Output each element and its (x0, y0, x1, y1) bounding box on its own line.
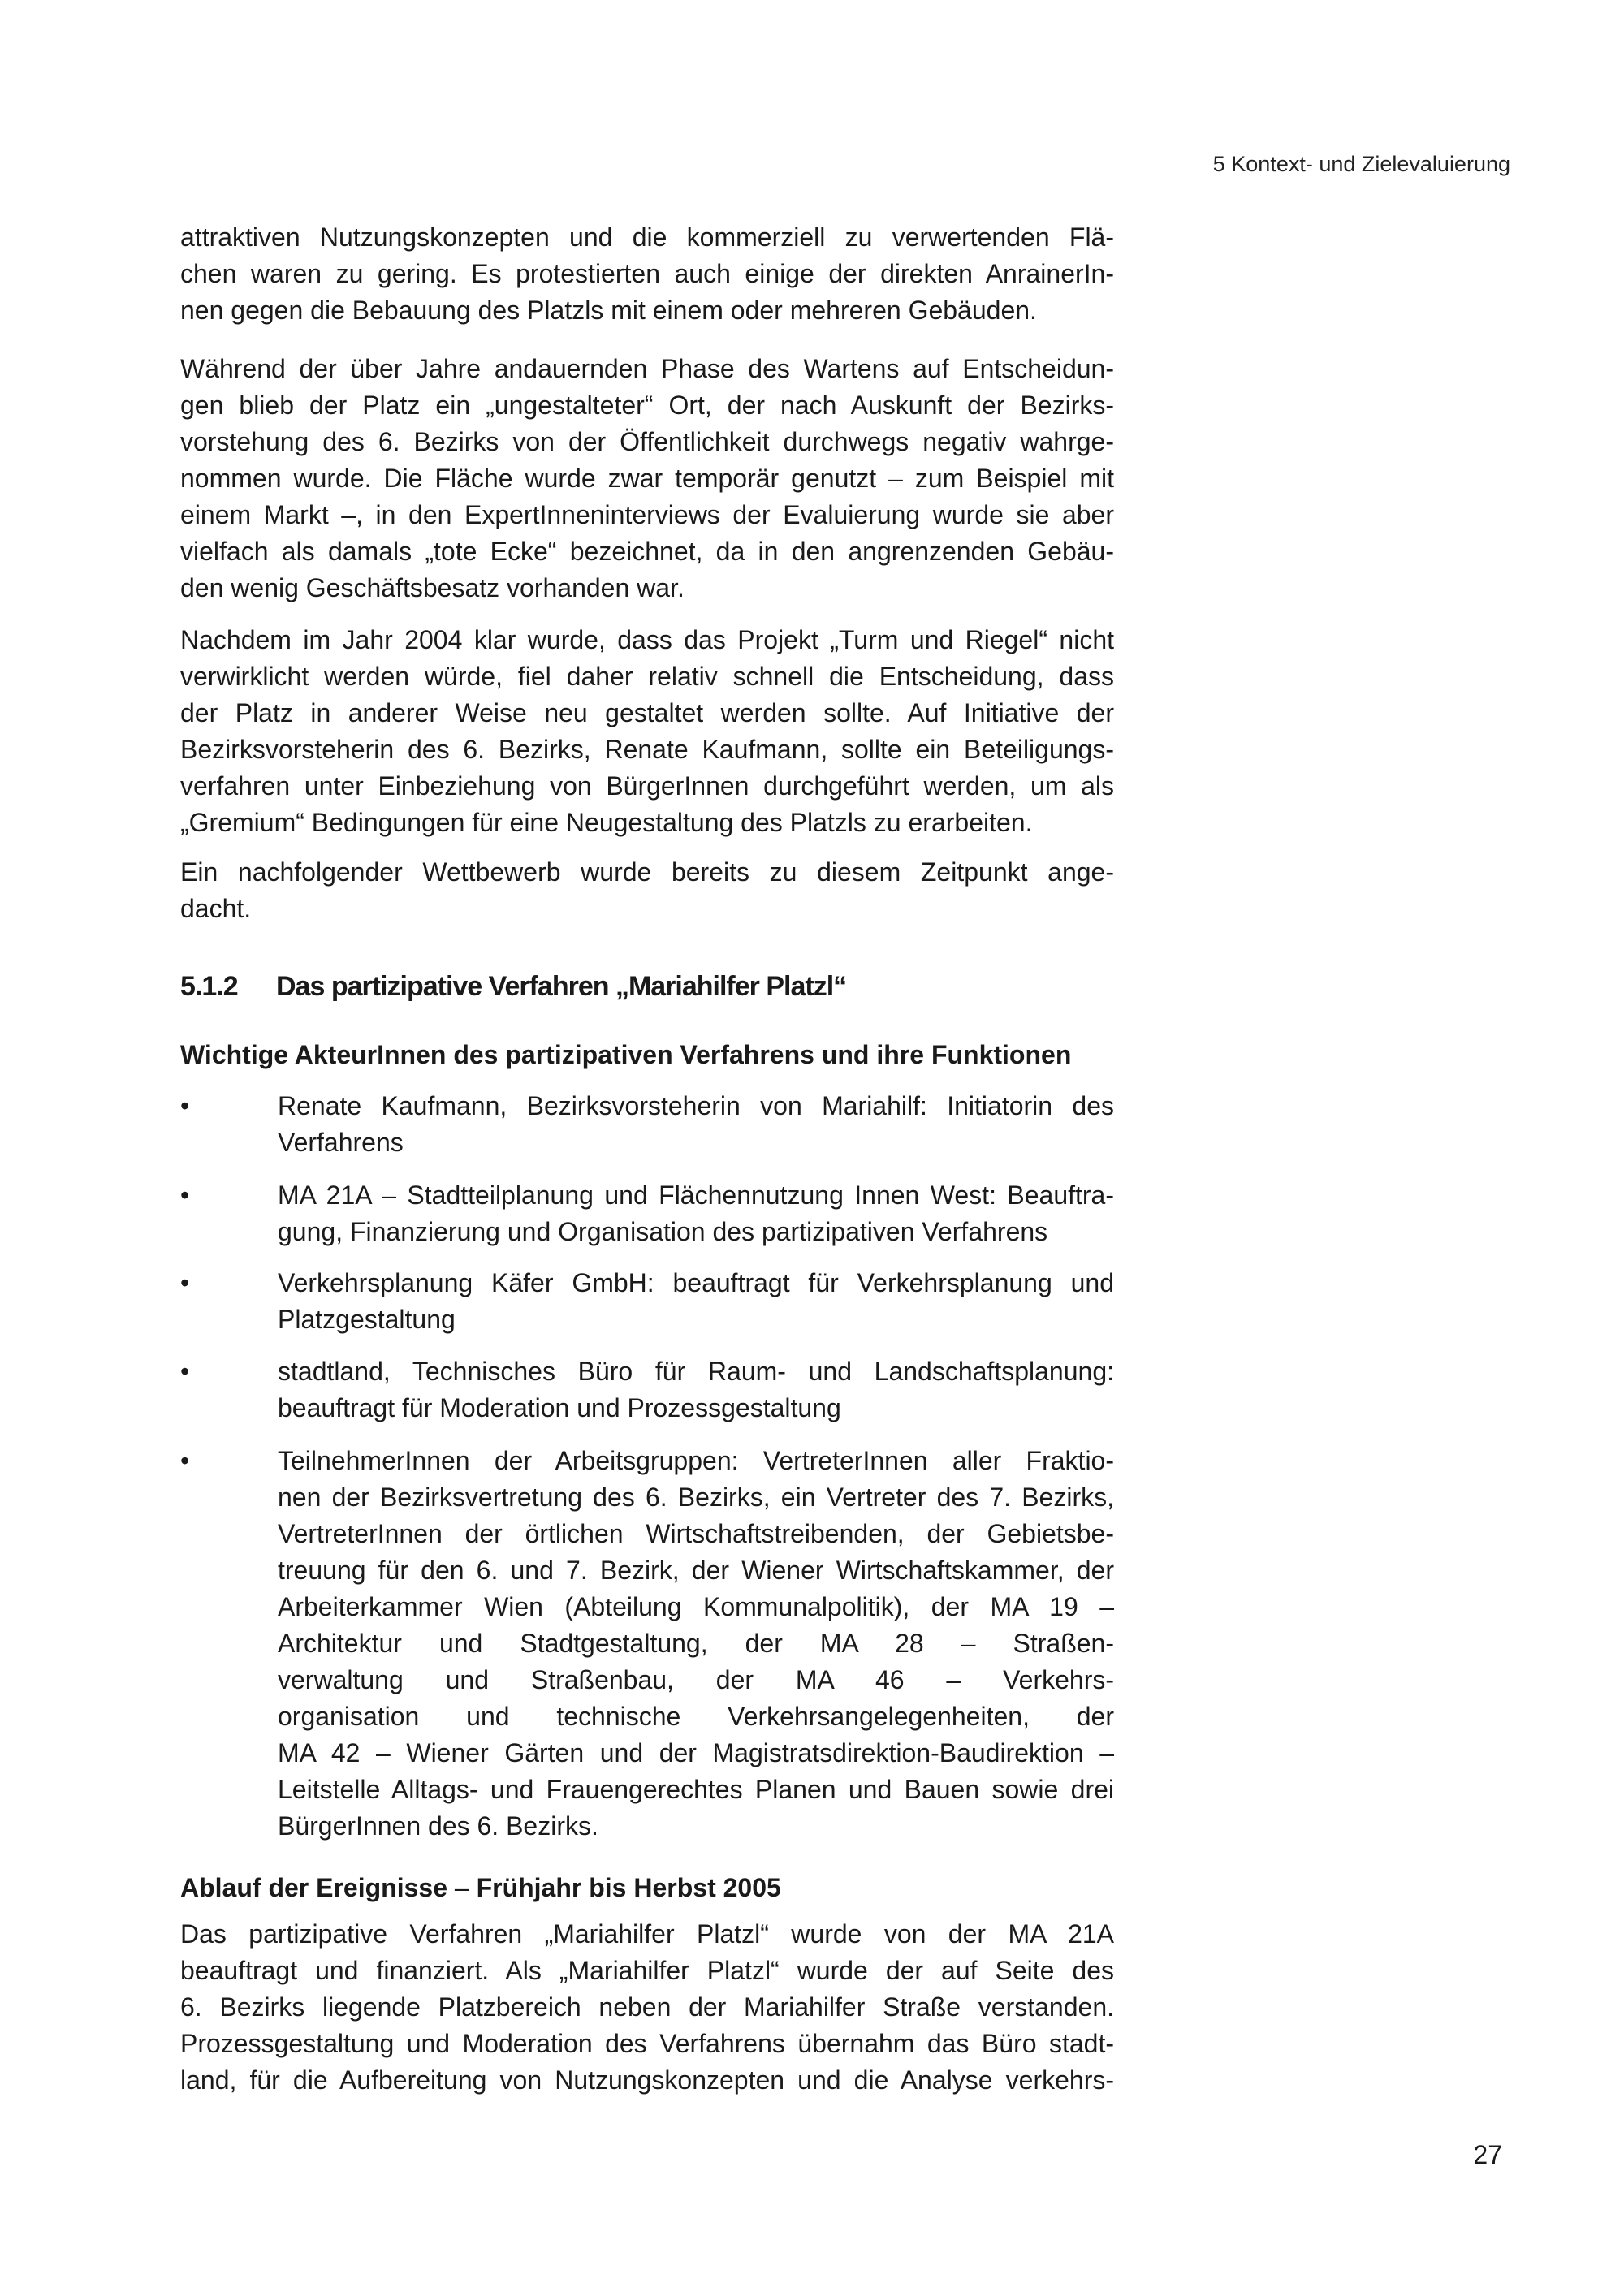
text-line: chen waren zu gering. Es protestierten auch einige der direkten AnrainerIn- (180, 259, 1114, 288)
section-heading (180, 966, 1114, 1007)
text-line: vielfach als damals „tote Ecke“ bezeichnet, da in den angrenzenden Gebäu- (180, 537, 1114, 566)
page-number: 27 (1473, 2140, 1502, 2169)
text-line: Prozessgestaltung und Moderation des Verfahrens übernahm das Büro stadt- (180, 2029, 1114, 2058)
text-line: attraktiven Nutzungskonzepten und die kommerziell zu verwertenden Flä- (180, 222, 1114, 252)
text-line: MA 21A – Stadtteilplanung und Flächennutzung Innen West: Beauftra- (278, 1180, 1114, 1210)
section-number: 5.1.2 (180, 971, 238, 1002)
text-line: Leitstelle Alltags- und Frauengerechtes Planen und Bauen sowie drei (278, 1775, 1114, 1804)
bullet-marker: • (180, 1357, 190, 1386)
text-line: Ein nachfolgender Wettbewerb wurde bereits zu diesem Zeitpunkt ange- (180, 857, 1114, 887)
timeline-subheading-sep: – (447, 1873, 477, 1902)
text-line: Bezirksvorsteherin des 6. Bezirks, Renate Kaufmann, sollte ein Beteiligungs- (180, 735, 1114, 764)
text-line: nen gegen die Bebauung des Platzls mit einem oder mehreren Gebäuden. (180, 296, 1037, 325)
text-line: dacht. (180, 894, 252, 923)
text-line: den wenig Geschäftsbesatz vorhanden war. (180, 573, 685, 602)
text-line: gen blieb der Platz ein „ungestalteter“ Ort, der nach Auskunft der Bezirks- (180, 391, 1114, 420)
text-line: verwirklicht werden würde, fiel daher relativ schnell die Entscheidung, dass (180, 662, 1114, 691)
timeline-subheading (180, 1870, 1114, 1906)
text-line: organisation und technische Verkehrsangelegenheiten, der (278, 1702, 1114, 1731)
bullet-marker: • (180, 1446, 190, 1475)
actors-subheading: Wichtige AkteurInnen des partizipativen Verfahrens und ihre Funktionen (180, 1040, 1072, 1069)
text-line: verwaltung und Straßenbau, der MA 46 – Verkehrs- (278, 1665, 1114, 1694)
text-line: Verfahrens (278, 1128, 404, 1157)
text-line: BürgerInnen des 6. Bezirks. (278, 1811, 598, 1841)
text-line: treuung für den 6. und 7. Bezirk, der Wiener Wirtschaftskammer, der (278, 1556, 1114, 1585)
text-line: gung, Finanzierung und Organisation des partizipativen Verfahrens (278, 1217, 1048, 1246)
text-line: land, für die Aufbereitung von Nutzungskonzepten und die Analyse verkehrs- (180, 2065, 1114, 2095)
text-line: verfahren unter Einbeziehung von BürgerInnen durchgeführt werden, um als (180, 771, 1114, 801)
text-line: VertreterInnen der örtlichen Wirtschaftstreibenden, der Gebietsbe- (278, 1519, 1114, 1548)
text-line: Architektur und Stadtgestaltung, der MA 28 – Straßen- (278, 1629, 1114, 1658)
text-line: beauftragt für Moderation und Prozessgestaltung (278, 1393, 841, 1422)
timeline-subheading-a: Ablauf der Ereignisse (180, 1873, 447, 1902)
text-line: Verkehrsplanung Käfer GmbH: beauftragt für Verkehrsplanung und (278, 1268, 1114, 1297)
text-line: 6. Bezirks liegende Platzbereich neben der Mariahilfer Straße verstanden. (180, 1992, 1114, 2022)
text-line: Arbeiterkammer Wien (Abteilung Kommunalpolitik), der MA 19 – (278, 1592, 1114, 1621)
text-line: MA 42 – Wiener Gärten und der Magistratsdirektion-Baudirektion – (278, 1738, 1114, 1767)
timeline-subheading-b: Frühjahr bis Herbst 2005 (476, 1873, 781, 1902)
text-line: Renate Kaufmann, Bezirksvorsteherin von Mariahilf: Initiatorin des (278, 1091, 1114, 1120)
text-line: Das partizipative Verfahren „Mariahilfer Platzl“ wurde von der MA 21A (180, 1919, 1114, 1949)
text-line: TeilnehmerInnen der Arbeitsgruppen: VertreterInnen aller Fraktio- (278, 1446, 1114, 1475)
text-line: „Gremium“ Bedingungen für eine Neugestaltung des Platzls zu erarbeiten. (180, 808, 1033, 837)
text-line: nen der Bezirksvertretung des 6. Bezirks, ein Vertreter des 7. Bezirks, (278, 1482, 1114, 1512)
text-line: Während der über Jahre andauernden Phase des Wartens auf Entscheidun- (180, 354, 1114, 383)
text-line: einem Markt –, in den ExpertInneninterviews der Evaluierung wurde sie aber (180, 500, 1114, 529)
bullet-marker: • (180, 1180, 190, 1210)
text-line: stadtland, Technisches Büro für Raum- und Landschaftsplanung: (278, 1357, 1114, 1386)
text-line: der Platz in anderer Weise neu gestaltet werden sollte. Auf Initiative der (180, 698, 1114, 727)
section-title: Das partizipative Verfahren „Mariahilfer Platzl“ (276, 971, 847, 1002)
text-line: nommen wurde. Die Fläche wurde zwar temporär genutzt – zum Beispiel mit (180, 464, 1114, 493)
text-line: Nachdem im Jahr 2004 klar wurde, dass das Projekt „Turm und Riegel“ nicht (180, 625, 1114, 654)
text-line: Platzgestaltung (278, 1305, 456, 1334)
bullet-marker: • (180, 1091, 190, 1120)
running-head: 5 Kontext- und Zielevaluierung (1212, 152, 1510, 176)
bullet-marker: • (180, 1268, 190, 1297)
text-line: beauftragt und finanziert. Als „Mariahilfer Platzl“ wurde der auf Seite des (180, 1956, 1114, 1985)
text-line: vorstehung des 6. Bezirks von der Öffentlichkeit durchwegs negativ wahrge- (180, 427, 1114, 456)
